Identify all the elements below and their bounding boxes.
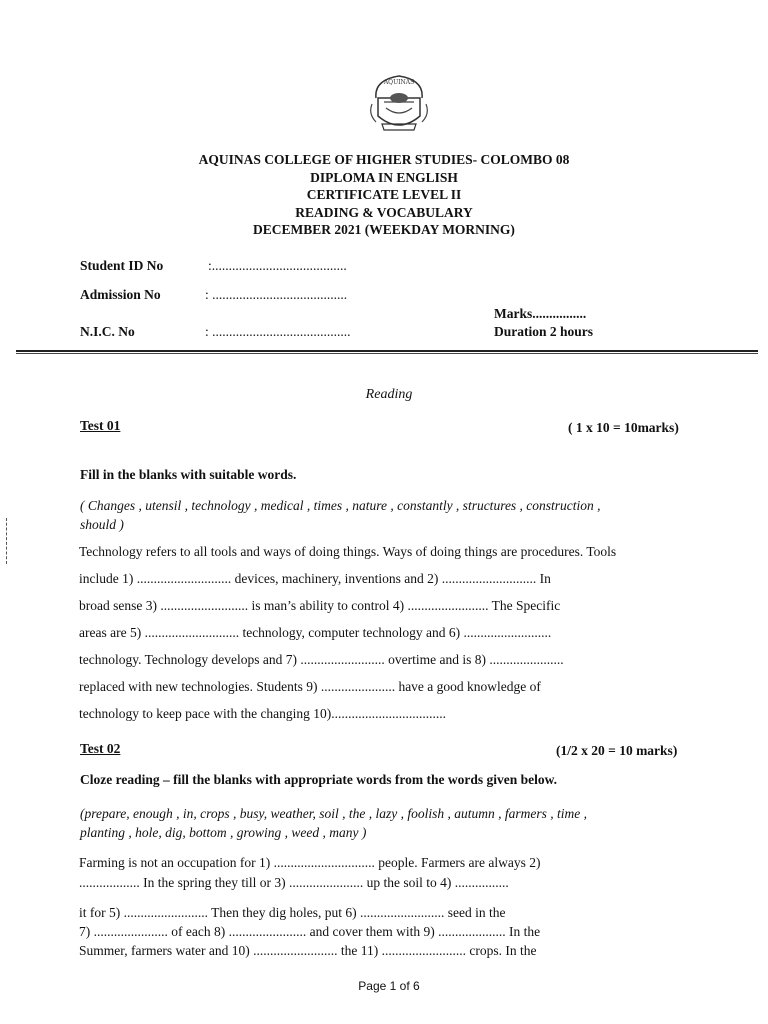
test1-marks: ( 1 x 10 = 10marks) (568, 420, 679, 435)
exam-date: DECEMBER 2021 (WEEKDAY MORNING) (253, 222, 515, 237)
svg-text:AQUINAS: AQUINAS (383, 79, 415, 86)
passage-line: include 1) ............................ devices, machinery, inventions and 2) ............................ In (79, 571, 551, 586)
student-id-field: :........................................ (208, 258, 347, 273)
passage-line: .................. In the spring they till or 3) ...................... up the soil to 4) ................ (79, 875, 509, 890)
exam-header (0, 151, 768, 239)
programme-name: DIPLOMA IN ENGLISH (310, 169, 458, 185)
test2-word-list-line: (prepare, enough , in, crops , busy, weather, soil , the , lazy , foolish , autumn , farmers , time , (80, 806, 587, 821)
passage-line: technology to keep pace with the changing 10).................................. (79, 706, 447, 721)
admission-field: : ........................................ (205, 287, 348, 302)
student-id-label: Student ID No (80, 258, 164, 273)
test2-word-list (80, 804, 587, 842)
level-name: CERTIFICATE LEVEL II (306, 187, 462, 202)
passage-line: broad sense 3) .......................... is man’s ability to control 4) ........................ The Specific (79, 598, 561, 613)
test1-word-list-line: ( Changes , utensil , technology , medical , times , nature , constantly , structures , construction , (80, 498, 601, 513)
margin-mark (6, 518, 9, 564)
admission-label: Admission No (80, 287, 161, 302)
test2-marks: (1/2 x 20 = 10 marks) (556, 743, 678, 758)
test1-word-list (80, 496, 601, 534)
test1-word-list-line: should ) (80, 517, 124, 532)
header-divider (16, 350, 758, 354)
marks-label: Marks................ (494, 306, 587, 321)
passage-line: technology. Technology develops and 7) ......................... overtime and is 8) ...................... (79, 652, 564, 667)
nic-field: : ......................................... (205, 324, 351, 339)
duration-label: Duration 2 hours (494, 324, 594, 339)
passage-line: Summer, farmers water and 10) ......................... the 11) ......................... crops. In the (79, 943, 537, 958)
test1-title: Test 01 (80, 418, 121, 433)
subject-name: READING & VOCABULARY (295, 204, 473, 220)
passage-line: areas are 5) ............................ technology, computer technology and 6) .......................... (79, 625, 552, 640)
test2-word-list-line: planting , hole, dig, bottom , growing , weed , many ) (80, 825, 367, 840)
college-crest-logo (364, 68, 434, 138)
college-name: AQUINAS COLLEGE OF HIGHER STUDIES- COLOMBO 08 (198, 152, 570, 167)
passage-line: replaced with new technologies. Students 9) ...................... have a good knowledge of (79, 679, 541, 694)
passage-line: 7) ...................... of each 8) ....................... and cover them with 9) .................... In the (79, 924, 541, 939)
passage-line: Farming is not an occupation for 1) .............................. people. Farmers are always 2) (79, 855, 541, 870)
test1-instruction: Fill in the blanks with suitable words. (80, 467, 297, 482)
passage-line: it for 5) ......................... Then they dig holes, put 6) ......................... seed in the (79, 905, 506, 920)
section-title: Reading (365, 387, 413, 402)
test2-instruction: Cloze reading – fill the blanks with appropriate words from the words given below. (80, 772, 558, 787)
nic-label: N.I.C. No (80, 324, 135, 339)
page-number: Page 1 of 6 (358, 979, 420, 993)
test2-title: Test 02 (80, 741, 121, 756)
passage-line: Technology refers to all tools and ways of doing things. Ways of doing things are procedures. Tools (79, 544, 617, 559)
